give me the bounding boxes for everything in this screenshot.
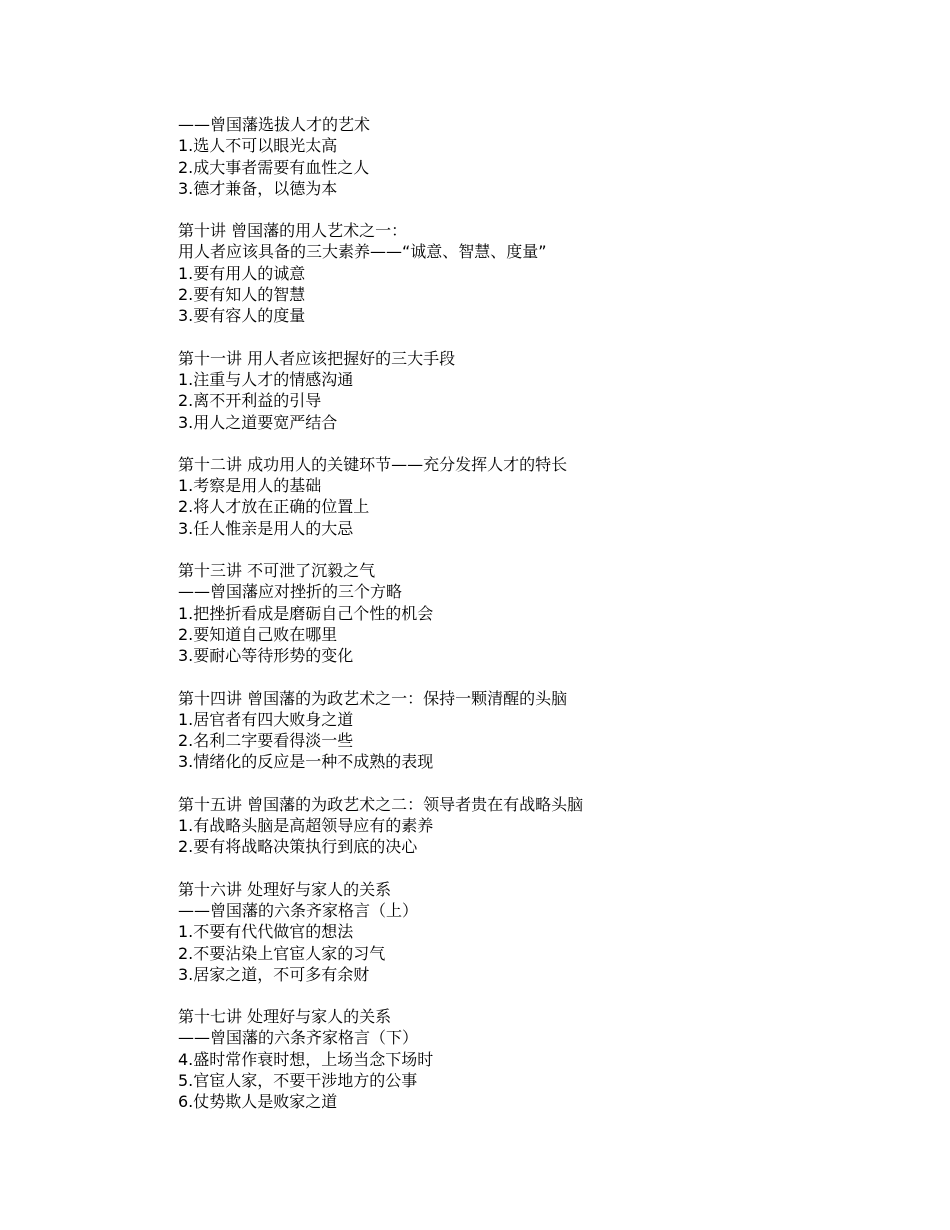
list-item: 2.名利二字要看得淡一些 [178,731,354,751]
list-item: 1.选人不可以眼光太高 [178,136,338,156]
lecture-heading: 第十二讲 成功用人的关键环节——充分发挥人才的特长 [178,454,568,474]
list-item: 1.把挫折看成是磨砺自己个性的机会 [178,603,434,623]
list-item: 2.要知道自己败在哪里 [178,624,338,644]
list-item: 1.考察是用人的基础 [178,476,322,496]
list-item: 1.要有用人的诚意 [178,263,306,283]
section-subtitle: ——曾国藩选拔人才的艺术 [178,115,371,134]
list-item: 2.成大事者需要有血性之人 [178,157,370,177]
section-lecture-11 [178,348,918,433]
lecture-subheading: ——曾国藩应对挫折的三个方略 [178,582,403,602]
lecture-subheading: 用人者应该具备的三大素养——“诚意、智慧、度量” [178,242,547,262]
list-item: 2.要有将战略决策执行到底的决心 [178,837,418,857]
list-item: 1.有战略头脑是高超领导应有的素养 [178,816,434,836]
list-item: 2.不要沾染上官宦人家的习气 [178,943,386,963]
list-item: 2.离不开利益的引导 [178,391,322,411]
section-lecture-12 [178,454,918,539]
lecture-subheading: ——曾国藩的六条齐家格言（下） [178,1028,419,1048]
list-item: 1.不要有代代做官的想法 [178,922,354,942]
lecture-heading: 第十讲 曾国藩的用人艺术之一： [178,221,408,241]
section-lecture-10 [178,220,918,326]
section-lecture-15 [178,794,918,858]
lecture-subheading: ——曾国藩的六条齐家格言（上） [178,900,419,920]
list-item: 3.任人惟亲是用人的大忌 [178,518,354,538]
list-item: 3.居家之道，不可多有余财 [178,964,370,984]
section-lecture-13 [178,560,918,666]
lecture-heading: 第十三讲 不可泄了沉毅之气 [178,561,376,581]
section-lecture-17 [178,1006,918,1112]
list-item: 4.盛时常作衰时想，上场当念下场时 [178,1049,434,1069]
lecture-heading: 第十七讲 处理好与家人的关系 [178,1007,392,1027]
lecture-heading: 第十一讲 用人者应该把握好的三大手段 [178,348,456,368]
list-item: 1.居官者有四大败身之道 [178,709,354,729]
section-selecting-talent [178,114,918,199]
section-lecture-14 [178,688,918,773]
list-item: 5.官宦人家，不要干涉地方的公事 [178,1070,418,1090]
lecture-heading: 第十四讲 曾国藩的为政艺术之一：保持一颗清醒的头脑 [178,688,568,708]
document-body [178,114,918,1134]
list-item: 3.情绪化的反应是一种不成熟的表现 [178,752,434,772]
list-item: 3.要有容人的度量 [178,306,306,326]
list-item: 2.将人才放在正确的位置上 [178,497,370,517]
list-item: 1.注重与人才的情感沟通 [178,369,354,389]
list-item: 2.要有知人的智慧 [178,285,306,305]
lecture-heading: 第十六讲 处理好与家人的关系 [178,879,392,899]
list-item: 3.要耐心等待形势的变化 [178,646,354,666]
list-item: 3.德才兼备，以德为本 [178,178,338,198]
list-item: 6.仗势欺人是败家之道 [178,1092,338,1112]
lecture-heading: 第十五讲 曾国藩的为政艺术之二：领导者贵在有战略头脑 [178,794,584,814]
section-lecture-16 [178,879,918,985]
list-item: 3.用人之道要宽严结合 [178,412,338,432]
